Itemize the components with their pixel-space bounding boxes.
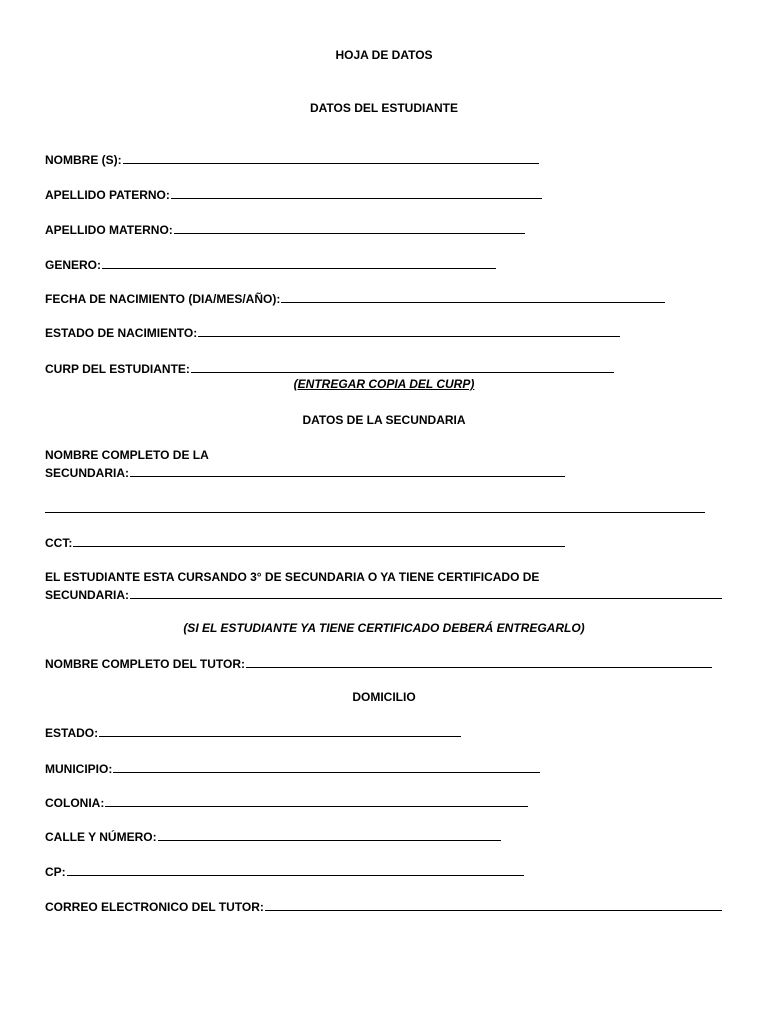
cursando-question-line1: EL ESTUDIANTE ESTA CURSANDO 3° DE SECUNDARIA O YA TIENE CERTIFICADO DE	[45, 570, 540, 584]
estado-nacimiento-label: ESTADO DE NACIMIENTO:	[45, 326, 198, 340]
section-heading-school: DATOS DE LA SECUNDARIA	[302, 413, 466, 427]
page-title: HOJA DE DATOS	[335, 48, 433, 62]
school-name-label-line1: NOMBRE COMPLETO DE LA	[45, 448, 209, 462]
genero-label: GENERO:	[45, 258, 102, 272]
estado-nacimiento-field[interactable]	[45, 325, 620, 339]
calle-numero-label: CALLE Y NÚMERO:	[45, 830, 157, 844]
estado-blank[interactable]	[99, 725, 461, 737]
apellido-materno-field[interactable]	[45, 222, 525, 236]
apellido-paterno-field[interactable]	[45, 187, 542, 201]
estado-label: ESTADO:	[45, 726, 99, 740]
cct-label: CCT:	[45, 536, 73, 550]
correo-tutor-label: CORREO ELECTRONICO DEL TUTOR:	[45, 900, 264, 914]
cursando-blank[interactable]	[130, 587, 722, 599]
school-name-label-line2: SECUNDARIA:	[45, 466, 129, 480]
genero-field[interactable]	[45, 257, 496, 271]
fecha-nacimiento-blank[interactable]	[281, 291, 665, 303]
cp-blank[interactable]	[67, 864, 524, 876]
apellido-materno-label: APELLIDO MATERNO:	[45, 223, 173, 237]
apellido-paterno-label: APELLIDO PATERNO:	[45, 188, 170, 202]
school-name-extra-line[interactable]	[45, 512, 705, 513]
nombre-blank[interactable]	[123, 152, 539, 164]
municipio-blank[interactable]	[113, 761, 540, 773]
calle-numero-blank[interactable]	[158, 829, 501, 841]
cp-field[interactable]	[45, 864, 524, 878]
tutor-name-blank[interactable]	[246, 656, 712, 668]
fecha-nacimiento-label: FECHA DE NACIMIENTO (DIA/MES/AÑO):	[45, 292, 281, 306]
estado-nacimiento-blank[interactable]	[198, 325, 620, 337]
cp-label: CP:	[45, 865, 66, 879]
school-name-blank[interactable]	[130, 465, 565, 477]
curp-blank[interactable]	[191, 361, 614, 373]
correo-tutor-field[interactable]	[45, 899, 722, 913]
curp-label: CURP DEL ESTUDIANTE:	[45, 362, 190, 376]
cursando-field[interactable]	[45, 587, 722, 601]
tutor-name-field[interactable]	[45, 656, 712, 670]
cursando-label-line2: SECUNDARIA:	[45, 588, 129, 602]
genero-blank[interactable]	[102, 257, 496, 269]
curp-field[interactable]	[45, 361, 614, 375]
municipio-field[interactable]	[45, 761, 540, 775]
apellido-materno-blank[interactable]	[174, 222, 525, 234]
tutor-name-label: NOMBRE COMPLETO DEL TUTOR:	[45, 657, 246, 671]
school-name-field[interactable]	[45, 465, 565, 479]
curp-note: (ENTREGAR COPIA DEL CURP)	[293, 377, 475, 391]
colonia-label: COLONIA:	[45, 796, 105, 810]
fecha-nacimiento-field[interactable]	[45, 291, 665, 305]
nombre-label: NOMBRE (S):	[45, 153, 122, 167]
cct-field[interactable]	[45, 535, 565, 549]
section-heading-address: DOMICILIO	[352, 690, 416, 704]
nombre-field[interactable]	[45, 152, 539, 166]
colonia-blank[interactable]	[105, 795, 528, 807]
section-heading-student: DATOS DEL ESTUDIANTE	[309, 101, 458, 115]
correo-tutor-blank[interactable]	[265, 899, 722, 911]
apellido-paterno-blank[interactable]	[171, 187, 542, 199]
certificate-note: (SI EL ESTUDIANTE YA TIENE CERTIFICADO DEBERÁ ENTREGARLO)	[183, 621, 585, 635]
colonia-field[interactable]	[45, 795, 528, 809]
cct-blank[interactable]	[73, 535, 565, 547]
estado-field[interactable]	[45, 725, 461, 739]
municipio-label: MUNICIPIO:	[45, 762, 113, 776]
calle-numero-field[interactable]	[45, 829, 501, 843]
